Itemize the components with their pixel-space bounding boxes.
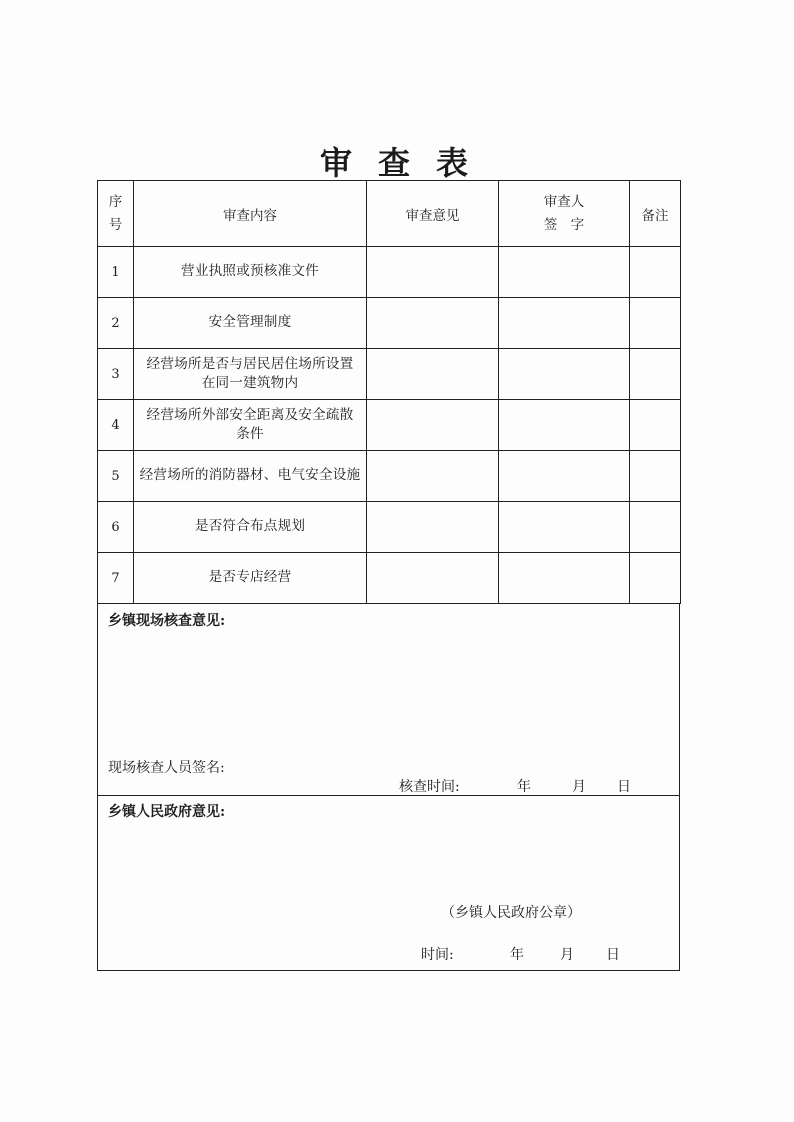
review-item-line: 在同一建筑物内	[201, 375, 299, 391]
header-number	[98, 181, 134, 247]
review-item	[134, 502, 367, 553]
remark-cell	[630, 502, 681, 553]
page-title: 审查表	[320, 144, 495, 182]
table-row	[98, 502, 681, 553]
review-item-line: 条件	[236, 426, 264, 442]
check-date-month: 月	[572, 779, 586, 795]
row-number: 3	[98, 349, 134, 400]
government-opinion-section	[97, 796, 680, 971]
opinion-cell	[367, 502, 499, 553]
site-check-heading: 乡镇现场核查意见:	[108, 613, 226, 629]
header-number-line: 序	[108, 194, 123, 210]
remark-cell	[630, 298, 681, 349]
site-check-section	[97, 604, 680, 796]
table-row	[98, 400, 681, 451]
site-inspector-signature-label: 现场核查人员签名:	[108, 760, 225, 776]
signature-cell	[499, 349, 630, 400]
signature-cell	[499, 451, 630, 502]
remark-cell	[630, 553, 681, 604]
row-number: 2	[98, 298, 134, 349]
signature-cell	[499, 247, 630, 298]
review-item	[134, 451, 367, 502]
opinion-cell	[367, 349, 499, 400]
check-date-day: 日	[617, 779, 631, 795]
table-row	[98, 247, 681, 298]
remark-cell	[630, 451, 681, 502]
remark-cell	[630, 349, 681, 400]
government-opinion-heading: 乡镇人民政府意见:	[108, 804, 226, 820]
header-remark: 备注	[630, 181, 681, 247]
remark-cell	[630, 247, 681, 298]
review-item	[134, 298, 367, 349]
opinion-cell	[367, 247, 499, 298]
row-number: 6	[98, 502, 134, 553]
table-row	[98, 298, 681, 349]
opinion-cell	[367, 451, 499, 502]
government-date-day: 日	[606, 947, 620, 963]
review-item-line: 经营场所外部安全距离及安全疏散	[146, 406, 354, 423]
review-item	[134, 349, 367, 400]
table-header-row	[98, 181, 681, 247]
row-number: 4	[98, 400, 134, 451]
signature-cell	[499, 400, 630, 451]
signature-cell	[499, 502, 630, 553]
review-item-line: 是否专店经营	[208, 569, 292, 586]
row-number: 1	[98, 247, 134, 298]
opinion-cell	[367, 553, 499, 604]
government-date-year: 年	[510, 947, 524, 963]
row-number: 7	[98, 553, 134, 604]
review-item-line: 营业执照或预核准文件	[181, 263, 319, 280]
opinion-cell	[367, 298, 499, 349]
table-row	[98, 451, 681, 502]
row-number: 5	[98, 451, 134, 502]
review-item	[134, 553, 367, 604]
signature-cell	[499, 298, 630, 349]
review-form	[97, 180, 680, 971]
check-date-year: 年	[517, 779, 531, 795]
header-signature-line: 签 字	[543, 216, 585, 233]
review-table	[97, 180, 681, 604]
government-date-label: 时间:	[421, 947, 454, 963]
header-reviewer-line: 审查人	[543, 194, 585, 210]
opinion-cell	[367, 400, 499, 451]
table-row	[98, 553, 681, 604]
review-item-line: 安全管理制度	[208, 314, 292, 331]
review-item-line: 经营场所是否与居民居住场所设置	[146, 355, 354, 372]
signature-cell	[499, 553, 630, 604]
table-row	[98, 349, 681, 400]
review-item	[134, 247, 367, 298]
remark-cell	[630, 400, 681, 451]
review-item-line: 是否符合布点规划	[194, 518, 306, 535]
header-number-line: 号	[108, 216, 123, 233]
header-review-opinion: 审查意见	[367, 181, 499, 247]
review-item	[134, 400, 367, 451]
review-item-line: 经营场所的消防器材、电气安全设施	[139, 467, 361, 484]
header-review-content: 审查内容	[134, 181, 367, 247]
check-date-label: 核查时间:	[399, 779, 460, 795]
government-seal-label: （乡镇人民政府公章）	[441, 905, 581, 921]
header-reviewer-signature	[499, 181, 630, 247]
government-date-month: 月	[560, 947, 574, 963]
